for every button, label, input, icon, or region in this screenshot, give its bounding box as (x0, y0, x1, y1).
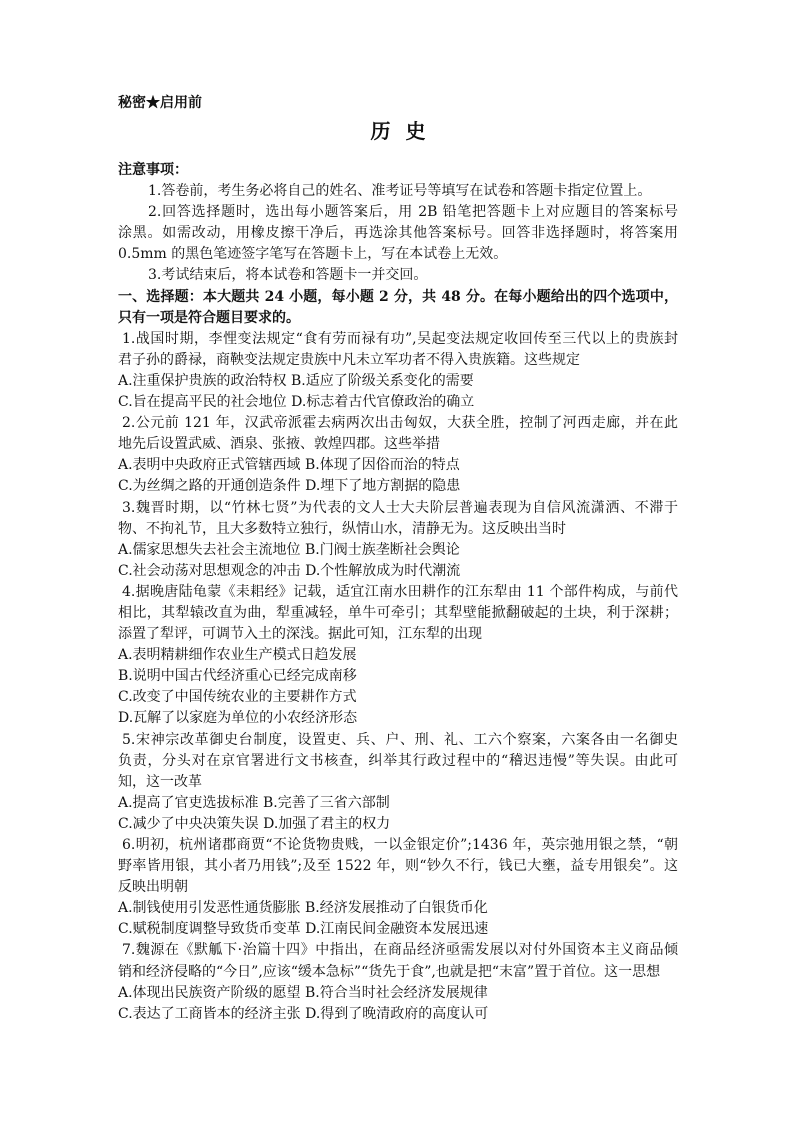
notice-item (118, 202, 678, 265)
question-stem-line: 6.明初，杭州诸郡商贾“不论货物贵贱，一以金银定价”;1436 年，英宗弛用银之禁，“朝 (122, 837, 678, 853)
question-stem (118, 730, 678, 793)
option-a: A.表明中央政府正式管辖西域 (118, 457, 301, 474)
question-stem-line: 3.魏晋时期，以“竹林七贤”为代表的文人士大夫阶层普遍表现为自信风流潇洒、不滞于 (122, 499, 678, 516)
notice-item-line: 涂黑。如需改动，用橡皮擦干净后，再选涂其他答案标号。回答非选择题时，将答案用 (118, 225, 678, 242)
question-options (118, 455, 678, 497)
option-b: B.完善了三省六部制 (263, 794, 390, 811)
question-stem-line: 7.魏源在《默觚下·治篇十四》中指出，在商品经济亟需发展以对付外国资本主义商品倾 (122, 942, 678, 959)
option-row (118, 814, 678, 835)
option-d: D.埋下了地方割据的隐患 (305, 478, 461, 495)
question-stem-line: 君子孙的爵禄，商鞅变法规定贵族中凡未立军功者不得入贵族籍。这些规定 (118, 351, 580, 368)
notice-heading: 注意事项： (118, 162, 188, 178)
question-options (118, 793, 678, 835)
question-item (118, 835, 678, 940)
option-row (118, 919, 678, 940)
option-d: D.得到了晚清政府的高度认可 (305, 1005, 489, 1022)
question-stem-line: 5.宋神宗改革御史台制度，设置吏、兵、户、刑、礼、工六个察案，六案各由一名御史 (122, 731, 678, 748)
option-d: D.标志着古代官僚政治的确立 (291, 394, 475, 411)
question-item (118, 498, 678, 582)
notice-item (118, 181, 678, 202)
option-c: C.改变了中国传统农业的主要耕作方式 (118, 689, 357, 706)
option-row (118, 371, 678, 392)
question-options (118, 371, 678, 413)
option-b: B.说明中国古代经济重心已经完成南移 (118, 668, 357, 685)
option-row (118, 645, 678, 666)
option-row (118, 540, 678, 561)
option-row (118, 898, 678, 919)
question-stem-line: 地先后设置武威、酒泉、张掖、敦煌四郡。这些举措 (118, 436, 440, 453)
option-c: C.表达了工商皆本的经济主张 (118, 1005, 301, 1022)
question-options (118, 898, 678, 940)
question-item (118, 730, 678, 835)
question-item (118, 413, 678, 497)
question-stem-line: 4.据晚唐陆龟蒙《耒耜经》记载，适宜江南水田耕作的江东犁由 11 个部件构成，与前代 (122, 583, 678, 600)
question-stem (118, 329, 678, 371)
question-stem-line: 添置了犁评，可调节入土的深浅。据此可知，江东犁的出现 (118, 626, 482, 643)
option-row (118, 1004, 678, 1025)
option-a: A.表明精耕细作农业生产模式日趋发展 (118, 647, 357, 664)
question-stem-line: 知，这一改革 (118, 773, 202, 790)
option-a: A.体现出民族资产阶级的愿望 (118, 984, 301, 1001)
option-c: C.社会动荡对思想观念的冲击 (118, 562, 301, 579)
option-b: B.门阀士族垄断社会舆论 (305, 541, 460, 558)
notice-items (118, 181, 678, 286)
question-options (118, 540, 678, 582)
question-stem-line: 1.战国时期，李悝变法规定“食有劳而禄有功”,吴起变法规定收回传至三代以上的贵族封 (122, 330, 678, 347)
section-heading-line: 只有一项是符合题目要求的。 (118, 309, 300, 326)
option-row (118, 561, 678, 582)
question-item (118, 582, 678, 730)
section-heading-line: 一、选择题：本大题共 24 小题，每小题 2 分，共 48 分。在每小题给出的四个选项中， (118, 288, 678, 305)
question-stem-line: 销和经济侵略的“今日”,应该“缓本急标”“货先于食”,也就是把“末富”置于首位。这一思想 (118, 963, 661, 980)
question-stem (118, 835, 678, 898)
option-b: B.体现了因俗而治的特点 (305, 457, 460, 474)
option-c: C.赋税制度调整导致货币变革 (118, 921, 301, 938)
question-stem-line: 野率皆用银，其小者乃用钱”;及至 1522 年，则“钞久不行，钱已大壅，益专用银矣”。这 (118, 858, 678, 875)
option-a: A.注重保护贵族的政治特权 (118, 372, 287, 389)
option-a: A.制钱使用引发恶性通货膨胀 (118, 900, 301, 917)
question-stem-line: 负责，分头对在京官署进行文书核查，纠举其行政过程中的“稽迟违慢”等失误。由此可 (118, 752, 678, 769)
question-stem (118, 582, 678, 645)
question-options (118, 983, 678, 1025)
question-stem-line: 2.公元前 121 年，汉武帝派霍去病两次出击匈奴，大获全胜，控制了河西走廊，并在此 (122, 415, 678, 432)
option-c: C.旨在提高平民的社会地位 (118, 394, 287, 411)
option-a: A.儒家思想失去社会主流地位 (118, 541, 301, 558)
option-b: B.经济发展推动了白银货币化 (305, 900, 488, 917)
question-stem-line: 物、不拘礼节，且大多数特立独行，纵情山水，清静无为。这反映出当时 (118, 520, 566, 537)
option-row (118, 455, 678, 476)
question-item (118, 940, 678, 1024)
option-d: D.江南民间金融资本发展迅速 (305, 921, 489, 938)
option-row (118, 708, 678, 729)
option-d: D.加强了君主的权力 (263, 815, 391, 832)
option-row (118, 687, 678, 708)
notice-item-line: 1.答卷前，考生务必将自己的姓名、准考证号等填写在试卷和答题卡指定位置上。 (148, 183, 652, 200)
notice-item (118, 265, 678, 286)
option-b: B.符合当时社会经济发展规律 (305, 984, 488, 1001)
option-d: D.个性解放成为时代潮流 (305, 562, 461, 579)
option-a: A.提高了官吏选拔标准 (118, 794, 259, 811)
option-c: C.减少了中央决策失误 (118, 815, 259, 832)
subject-title: 历 史 (370, 119, 430, 143)
question-stem-line: 相比，其犁辕改直为曲，犁重减轻，单牛可牵引；其犁壁能掀翻破起的土块，利于深耕； (118, 604, 678, 621)
option-row (118, 983, 678, 1004)
question-stem (118, 498, 678, 540)
notice-item-line: 3.考试结束后，将本试卷和答题卡一并交回。 (148, 267, 428, 284)
question-options (118, 645, 678, 729)
question-stem-line: 反映出明朝 (118, 879, 188, 896)
notice-item-line: 2.回答选择题时，选出每小题答案后，用 2B 铅笔把答题卡上对应题目的答案标号 (148, 204, 678, 221)
option-d: D.瓦解了以家庭为单位的小农经济形态 (118, 710, 358, 727)
confidential-label: 秘密★启用前 (118, 95, 202, 111)
question-item (118, 329, 678, 413)
section-heading (118, 287, 678, 329)
option-row (118, 793, 678, 814)
question-list (118, 329, 678, 1025)
page-content (118, 92, 678, 1025)
question-stem (118, 940, 678, 982)
option-b: B.适应了阶级关系变化的需要 (291, 372, 474, 389)
option-row (118, 666, 678, 687)
notice-item-line: 0.5mm 的黑色笔迹签字笔写在答题卡上，写在本试卷上无效。 (118, 246, 508, 263)
option-c: C.为丝绸之路的开通创造条件 (118, 478, 301, 495)
option-row (118, 476, 678, 497)
question-stem (118, 413, 678, 455)
option-row (118, 392, 678, 413)
